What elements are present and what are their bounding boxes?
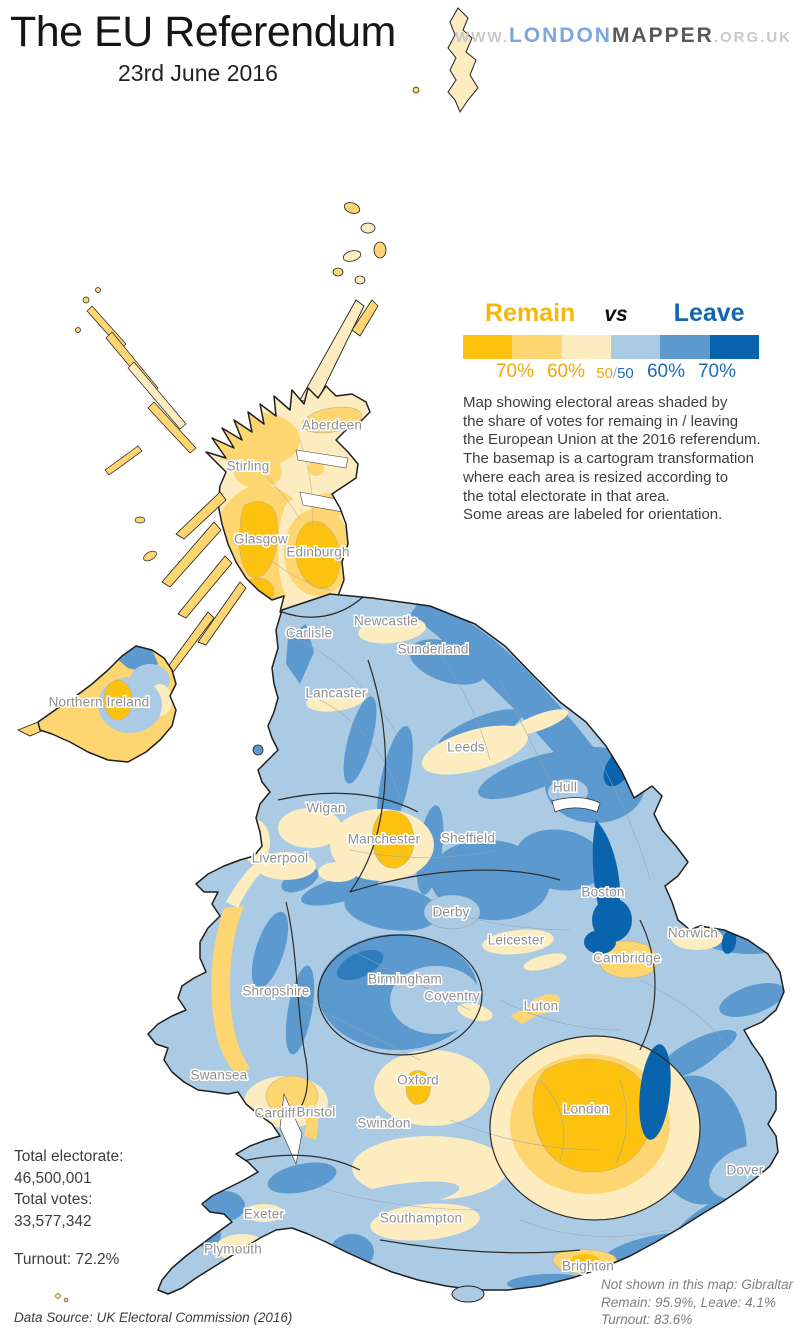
city-label-dover: Dover [726, 1162, 764, 1178]
legend-ticks [463, 359, 759, 385]
londonmapper-logo [455, 24, 792, 48]
data-source: Data Source: UK Electoral Commission (2016) [14, 1310, 293, 1325]
legend-tick: 60% [646, 361, 686, 382]
city-label-swindon: Swindon [357, 1115, 411, 1131]
legend-remain-label: Remain [485, 299, 576, 327]
city-label-liverpool: Liverpool [251, 850, 309, 866]
legend-leave-label: Leave [673, 299, 745, 327]
legend-swatch [463, 335, 512, 359]
city-label-northern-ireland: Northern Ireland [48, 694, 150, 710]
city-label-leicester: Leicester [487, 932, 545, 948]
legend-tick: 60% [546, 361, 586, 382]
city-label-birmingham: Birmingham [367, 971, 443, 987]
city-label-bristol: Bristol [296, 1104, 336, 1120]
legend-vs-label: vs [604, 303, 628, 326]
electorate-label: Total electorate: [14, 1148, 124, 1165]
legend-swatch [611, 335, 660, 359]
orkney-islands [333, 201, 386, 284]
page-subtitle: 23rd June 2016 [118, 60, 278, 86]
legend-swatch [562, 335, 611, 359]
city-label-leeds: Leeds [447, 739, 485, 755]
city-label-brighton: Brighton [562, 1258, 614, 1274]
city-label-plymouth: Plymouth [204, 1241, 262, 1257]
city-label-luton: Luton [523, 998, 559, 1014]
city-label-exeter: Exeter [243, 1206, 285, 1222]
legend [463, 299, 763, 385]
votes-value: 33,577,342 [14, 1212, 92, 1230]
city-label-london: London [562, 1101, 610, 1117]
city-label-newcastle: Newcastle [353, 613, 419, 629]
city-label-norwich: Norwich [667, 925, 719, 941]
logo-prefix: WWW. [455, 29, 509, 46]
legend-tick: 70% [697, 361, 737, 382]
city-label-edinburgh: Edinburgh [286, 544, 350, 560]
city-label-derby: Derby [432, 904, 470, 920]
city-label-boston: Boston [581, 884, 625, 900]
city-label-cardiff: Cardiff [254, 1105, 296, 1121]
legend-swatch [660, 335, 709, 359]
city-label-oxford: Oxford [397, 1072, 439, 1088]
city-label-cambridge: Cambridge [593, 950, 661, 966]
logo-mapper: MAPPER [611, 24, 714, 47]
electorate-value: 46,500,001 [14, 1169, 92, 1187]
legend-swatch [710, 335, 759, 359]
city-label-lancaster: Lancaster [305, 685, 367, 701]
city-label-stirling: Stirling [226, 458, 270, 474]
city-label-sheffield: Sheffield [440, 830, 496, 846]
turnout-value: Turnout: 72.2% [14, 1251, 120, 1268]
city-label-swansea: Swansea [190, 1067, 248, 1083]
city-label-shropshire: Shropshire [242, 983, 310, 999]
legend-heading [463, 299, 763, 328]
map-description: Map showing electoral areas shaded by the share of votes for remaing in / leaving the European Union at the 2016 referendum. The basemap is a cartogram transformation where each area is resized according to the total electorate in that area. Some areas are labeled for orientation. [463, 394, 761, 524]
legend-tick: 50/50 [596, 365, 634, 382]
hebrides-islands [76, 288, 197, 563]
city-label-wigan: Wigan [306, 800, 346, 816]
totals-block [14, 1146, 123, 1271]
city-label-carlisle: Carlisle [285, 625, 333, 641]
legend-bar [463, 335, 759, 359]
votes-label: Total votes: [14, 1191, 93, 1208]
city-label-sunderland: Sunderland [397, 641, 469, 657]
city-label-aberdeen: Aberdeen [301, 417, 363, 433]
city-label-coventry: Coventry [424, 988, 480, 1004]
city-label-southampton: Southampton [379, 1210, 463, 1226]
city-label-hull: Hull [552, 779, 578, 795]
logo-london: LONDON [508, 24, 612, 47]
logo-suffix: .ORG.UK [713, 29, 792, 46]
legend-tick: 70% [495, 361, 535, 382]
city-label-manchester: Manchester [347, 831, 421, 847]
city-label-glasgow: Glasgow [234, 531, 288, 547]
page-title: The EU Referendum [10, 8, 396, 56]
gibraltar-note: Not shown in this map: Gibraltar Remain: 95.9%, Leave: 4.1% Turnout: 83.6% [601, 1277, 794, 1327]
legend-swatch [512, 335, 561, 359]
